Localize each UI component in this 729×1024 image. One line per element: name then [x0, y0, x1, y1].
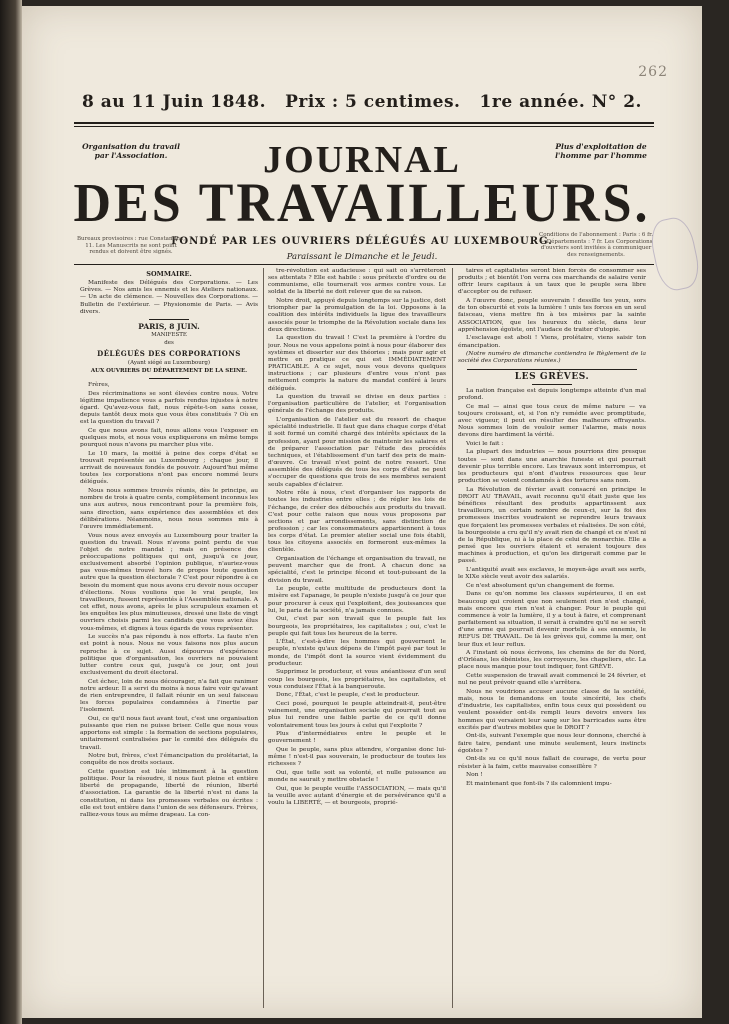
paragraph: L'esclavage est aboli ! Viens, prolétaire, viens saisir ton émancipation. [458, 335, 646, 349]
paragraph: Nous nous sommes trouvés réunis, dès le principe, au nombre de trois à quatre cents, complètement inconnus les uns aux autres, nous rencontrant pour la première fois, sans direction, sans expérience des assemblées et des délibérations. Néanmoins, nous nous sommes mis à l'œuvre immédiatement. [80, 488, 258, 530]
masthead-subtitle: FONDÉ PAR LES OUVRIERS DÉLÉGUÉS AU LUXEMBOURG. [171, 236, 553, 247]
greves-heading: LES GRÈVES. [514, 371, 590, 382]
paragraph: Ce n'est absolument qu'un changement de forme. [466, 582, 615, 589]
top-rule-thin [74, 126, 654, 127]
paragraph: Ce que nous avons fait, nous allons vous l'exposer en quelques mots, et nous vous expliquerons en même temps pourquoi nous n'avons pu marcher plus vite. [80, 427, 258, 449]
issue-dates: 8 au 11 Juin 1848. [82, 92, 266, 112]
paragraph: La plupart des industries — nous pourrions dire presque toutes — sont dans une anarchie funeste et qui pourrait devenir plus terrible encore. Les travaux sont interrompus, et les producteurs qui n'ont d'autres ressources que leur production se voient condamnés à des tortures sans nom. [458, 449, 646, 485]
issue-number: 1re année. N° 2. [479, 92, 642, 112]
paragraph: Non ! [466, 772, 483, 779]
column-3 [458, 268, 646, 1010]
paragraph: L'antiquité avait ses esclaves, le moyen-âge avait ses serfs, le XIXe siècle veut avoir des salariés. [458, 566, 646, 581]
paragraph: Dans ce qu'on nomme les classes supérieures, il en est beaucoup qui croient que non seulement rien n'est changé, mais encore que rien n'est à changer. Pour le peuple qui commence à voir la lumière, il y a tout à faire, et comprenant parfaitement sa situation, il serait à craindre qu'il ne se servît d'une arme qui pourrait devenir mortelle à ses ennemis, le REFUS DE TRAVAIL. De là les grèves qui, comme la mer, ont leur flux et leur reflux. [458, 591, 646, 648]
paragraph: Plus d'intermédiaires entre le peuple et le gouvernement ! [268, 731, 446, 745]
divider [149, 378, 189, 379]
paragraph: Ceci posé, pourquoi le peuple atteindrait-il, peut-être vainement, une organisation sociale qui pourrait tout au plus lui rendre une faible partie de ce qu'il donne volontairement tous les jours à celui qui l'exploite ? [268, 701, 446, 729]
masthead-title-line1: JOURNAL [263, 139, 461, 181]
delegues-sub: (Ayant siégé au Luxembourg) [127, 359, 211, 366]
delegues-heading: DÉLÉGUÉS DES CORPORATIONS [97, 349, 241, 359]
paragraph: Oui, que telle soit sa volonté, et nulle puissance au monde ne saurait y mettre obstacle ! [268, 769, 446, 784]
publication-schedule: Paraissant le Dimanche et le Jeudi. [286, 252, 438, 262]
paragraph: A l'instant où nous écrivons, les chemins de fer du Nord, d'Orléans, les ébénistes, les corroyeurs, les chapeliers, etc. La place nous manque pour tout indiquer, font GRÈVE. [458, 650, 646, 671]
place-date: PARIS, 8 JUIN. [138, 321, 200, 331]
des-label: des [164, 340, 174, 347]
divider [149, 319, 189, 320]
office-notice: Bureaux provisoires : rue Constantine, 11. Les Manuscrits ne sont point rendus et doivent être signés. [76, 236, 186, 255]
paragraph: Cet échec, loin de nous décourager, n'a fait que ranimer notre ardeur. Il a servi du moins à nous faire voir qu'avant de rien entreprendre, il fallait réunir en un seul faisceau les forces populaires condamnées à l'inertie par l'isolement. [80, 678, 258, 714]
paragraph: Oui, ce qu'il nous faut avant tout, c'est une organisation puissante que rien ne puisse briser. Celle que nous vous apportons est simple : la formation de sections populaires, unitairement centralisées par le comité des délégués du travail. [80, 715, 258, 751]
archive-number: 262 [638, 64, 668, 80]
top-rule [74, 122, 654, 124]
salutation: Frères, [88, 381, 110, 388]
paragraph: Cette suspension de travail avait commencé le 24 février, et nul ne peut prévoir quand elle s'arrêtera. [458, 673, 646, 687]
paragraph: Nous ne voudrions accuser aucune classe de la société, mais, nous le demandons en toute sincérité, les chefs d'industrie, les capitalistes, enfin tous ceux qui possèdent ou veulent posséder ont-ils rempli leurs devoirs envers les hommes qui versaient leur sang sur les barricades sans être excités par d'autres mobiles que le DROIT ? [458, 688, 646, 731]
column-separator [263, 268, 264, 1008]
binding-spine [0, 0, 22, 1024]
paragraph: Donc, l'État, c'est le peuple, c'est le producteur. [276, 692, 420, 699]
left-motto: Organisation du travail par l'Association. [82, 142, 180, 160]
paragraph: Ont-ils su ce qu'il nous fallait de courage, de vertu pour résister à la faim, cette mauvaise conseillère ? [458, 756, 646, 770]
paragraph: Voici le fait : [466, 440, 504, 447]
paragraph: La question du travail se divise en deux parties : l'organisation particulière de l'atelier, et l'organisation générale de l'échange des produits. [268, 394, 446, 415]
paragraph: La Révolution de février avait consacré en principe le DROIT AU TRAVAIL, avait reconnu qu'il était juste que les bénéfices résultant des produits appartinssent aux travailleurs, un certain nombre de ceux-ci, sur la foi des promesses inscrites voudraient se reprendre leurs travaux que forçaient les promesses verbales et réalisées. De son côté, la bourgeoisie a cru qu'il n'y avait rien de changé et ce n'est ni de la République, ni à la place de celui de monarchie. Elle a pensé que les ouvriers étaient et seraient toujours des machines à production, et qu'on les dirigerait comme par le passé. [458, 486, 646, 565]
paragraph: Que le peuple, sans plus attendre, s'organise donc lui-même ! n'est-il pas souverain, le producteur de toutes les richesses ? [268, 747, 446, 768]
subscription-notice: Conditions de l'abonnement : Paris : 6 fr. — Départements : 7 fr. Les Corporations d'ouvriers sont invitées à communiquer des renseignements. [539, 232, 653, 258]
paragraph: Notre rôle à nous, c'est d'organiser les rapports de toutes les industries entre elles ; de régler les lois de l'échange, de créer des débouchés aux produits du travail. C'est pour cette raison que nous vous proposons par sections et par arrondissements, sans distinction de profession ; car les consommateurs appartiennent à tous les corps d'état. Le premier atelier social une fois établi, tous les citoyens associés en formeront eux-mêmes la clientèle. [268, 490, 446, 554]
issue-price: Prix : 5 centimes. [285, 92, 461, 112]
paragraph: Des récriminations se sont élevées contre nous. Votre légitime impatience vous a parfois rendus injustes à notre égard. Qu'avez-vous fait, nous répète-t-on sans cesse, depuis tantôt deux mois que vous êtes constitués ? Où en est la question du travail ? [80, 390, 258, 426]
paragraph: Organisation de l'échange et organisation du travail, ne peuvent marcher que de front. A chacun donc sa spécialité, c'est le principe fécond et tout-puissant de la division du travail. [268, 556, 446, 584]
paragraph: Ont-ils, suivant l'exemple que nous leur donnons, cherché à faire taire, pendant une minute seulement, leurs instincts égoïstes ? [458, 733, 646, 754]
paragraph: Cette question est liée intimement à la question politique. Pour la résoudre, il nous faut pleine et entière liberté de propagande, liberté de réunion, liberté d'association. La garantie de la liberté n'est ni dans la constitution, ni dans les promesses verbales ou écrites : elle est tout entière dans l'union de ses défenseurs. Frères, ralliez-vous tous au même drapeau. La con- [80, 769, 258, 818]
paragraph: (Notre numéro de dimanche contiendra le Règlement de la société des Corporations réunies.) [458, 351, 646, 365]
paragraph: Le peuple, cette multitude de producteurs dont la misère est l'apanage, le peuple n'existe jusqu'à ce jour que pour procurer à ceux qui l'exploitent, des jouissances que lui, le paria de la société, n'a jamais connues. [268, 586, 446, 614]
paragraph: A l'œuvre donc, peuple souverain ! dessille tes yeux, sors de ton obscurité et vois la lumière ! unis tes forces en un seul faisceau, viens mettre fin à tes misères par la sainte ASSOCIATION, que les heureux du siècle, dans leur appréhension égoïste, ont l'audace de traiter d'utopie. [458, 298, 646, 333]
divider [532, 384, 572, 385]
paragraph: La nation française est depuis longtemps atteinte d'un mal profond. [458, 387, 646, 401]
divider [467, 369, 637, 370]
newspaper-page [22, 6, 702, 1018]
paragraph: Notre but, frères, c'est l'émancipation du prolétariat, la conquête de nos droits sociaux. [80, 753, 258, 767]
paragraph: L'organisation de l'atelier est du ressort de chaque spécialité industrielle. Il faut que dans chaque corps d'état il soit formé un comité chargé des intérêts spéciaux de la profession, ayant pour mission de maintenir les salaires et de préparer l'association par l'étude des procédés techniques, et l'établissement d'un tarif des prix de main-d'œuvre. Ce travail n'est point de notre ressort. Une assemblée des délégués de tous les corps d'état ne peut s'occuper de questions que trois de ses membres seraient seuls capables d'éclairer. [268, 417, 446, 488]
sommaire-heading: SOMMAIRE. [146, 270, 192, 278]
masthead-bottom-rule [74, 264, 654, 265]
column-2 [268, 268, 446, 1010]
paragraph: tre-révolution est audacieuse : qui sait où s'arrêteront ses attentats ? Elle est habile : sous prétexte d'ordre ou de communisme, elle tournerait vos armes contre vous. Le soldat de la liberté ne doit relever que de sa raison. [268, 268, 446, 296]
paragraph: Et maintenant que font-ils ? ils calomnient impu- [466, 780, 612, 787]
manifeste-label: MANIFESTE [151, 332, 187, 339]
paragraph: Oui, que le peuple veuille l'ASSOCIATION, — mais qu'il la veuille avec autant d'énergie et de persévérance qu'il a voulu la LIBERTÉ, — et bourgeois, proprié- [268, 785, 446, 807]
column-1 [80, 268, 258, 1010]
masthead-title-line2: DES TRAVAILLEURS. [73, 173, 651, 234]
paragraph: taires et capitalistes seront bien forcés de consommer ses produits ; et bientôt l'on verra ces marchands de salaire venir offrir leurs capitaux à un taux que le peuple sera libre d'accepter ou de refuser. [458, 268, 646, 296]
dateline [82, 92, 642, 112]
paragraph: Oui, c'est par son travail que le peuple fait les bourgeois, les propriétaires, les capitalistes ; oui, c'est le peuple qui fait tous les heureux de la terre. [268, 616, 446, 637]
paragraph: Le 10 mars, la moitié à peine des corps d'état se trouvait représentée au Luxembourg ; chaque jour, il arrivait de nouveaux fondés de pouvoir. Aujourd'hui même toutes les corporations n'ont pas encore nommé leurs délégués. [80, 450, 258, 486]
right-motto: Plus d'exploitation de l'homme par l'homme [555, 142, 647, 160]
column-separator [452, 268, 453, 1008]
paragraph: L'État, c'est-à-dire les hommes qui gouvernent le peuple, n'existe qu'aux dépens de l'impôt payé par tout le monde, de l'impôt dont la source vient évidemment du producteur. [268, 639, 446, 667]
addressed-to: AUX OUVRIERS DU DÉPARTEMENT DE LA SEINE. [90, 367, 248, 374]
sommaire-text: Manifeste des Délégués des Corporations. — Les Grèves. — Nos amis les ennemis et les Ateliers nationaux. — Un acte de clémence. — Nouvelles des Corporations. — Bulletin de l'extérieur. — Physionomie de Paris. — Avis divers. [80, 280, 258, 315]
paragraph: Ce mal — ainsi que tous ceux de même nature — va toujours croissant, et, si l'on n'y remédie avec promptitude, avec vigueur, il peut en résulter des malheurs effrayants. Nous sommes loin de vouloir semer l'alarme, mais nous devons dire hardiment la vérité. [458, 403, 646, 439]
paragraph: Notre droit, appuyé depuis longtemps sur la justice, doit triompher par la promulgation de la loi. Opposons à la coalition des intérêts individuels la ligue des travailleurs associés pour le triomphe de la Révolution sociale dans les deux directions. [268, 298, 446, 333]
paragraph: Supprimez le producteur, et vous anéantissez d'un seul coup les bourgeois, les propriétaires, les capitalistes, et vous conduisez l'État à la banqueroute. [268, 669, 446, 690]
paragraph: Le succès n'a pas répondu à nos efforts. La faute n'en est point à nous. Nous ne vous faisons nos plus aucun reproche à ce sujet. Aussi dépourvus d'expérience politique que d'organisation, les ouvriers ne pouvaient lutter contre ceux qui, jusqu'à ce jour, ont joui exclusivement du droit électoral. [80, 634, 258, 676]
paragraph: Vous nous avez envoyés au Luxembourg pour traiter la question du travail. Nous n'avons point perdu de vue l'objet de notre mandat ; mais en présence des préoccupations politiques qui ont, jusqu'à ce jour, exclusivement absorbé l'opinion publique, n'auriez-vous pas vous-mêmes trouvé hors de propos toute question autre que la question électorale ? C'est pour répondre à ce besoin du moment que nous avons cru devoir nous occuper d'élections. Nous voulions que le vrai peuple, les travailleurs, fussent représentés à l'Assemblée nationale. A cet effet, nous avons, après le plus scrupuleux examen et les enquêtes les plus minutieuses, dressé une liste de vingt ouvriers choisis parmi les candidats que vous aviez élus vous-mêmes, et dignes à tous égards de vous représenter. [80, 532, 258, 632]
paragraph: La question du travail ! C'est la première à l'ordre du jour. Nous ne vous appelons point à nous pour élaborer des systèmes et disserter sur des théories ; mais pour agir et mettre en pratique ce qui est IMMÉDIATEMENT PRATICABLE. A ce sujet, nous vous devons quelques instructions ; car plusieurs d'entre vous n'ont pas nettement compris la nature du mandat conféré à leurs délégués. [268, 335, 446, 392]
